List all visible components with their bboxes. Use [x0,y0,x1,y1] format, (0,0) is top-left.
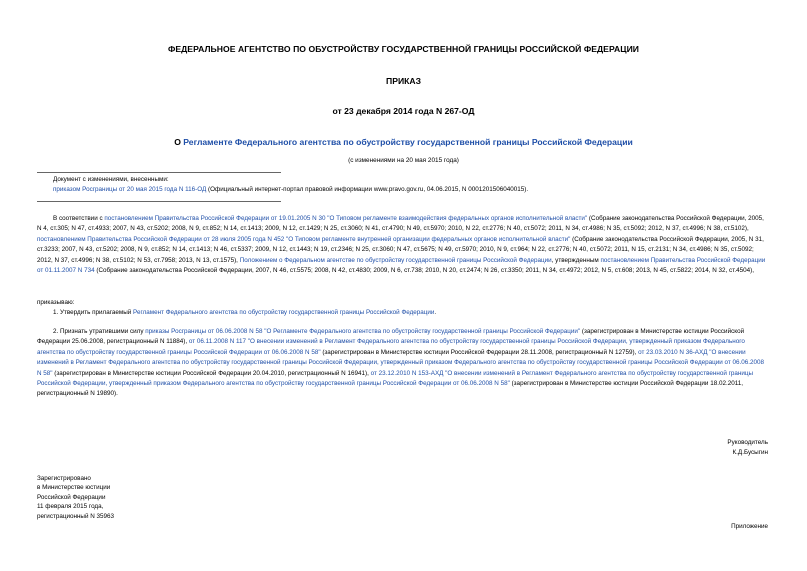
preamble-text-1: В соответствии с [53,215,105,222]
doc-type: ПРИКАЗ [386,76,421,86]
registration-block [37,474,237,521]
registration-line: регистрационный N 35963 [37,512,115,520]
divider-bottom [37,201,281,202]
item-1-end: . [434,309,437,316]
item-1-link[interactable]: Регламент Федерального агентства по обустройству государственной границы Российской Федерации [133,309,435,316]
preamble-text-4: , утвержденным [551,256,601,264]
item-1 [37,308,769,318]
item-1-text: 1. Утвердить прилагаемый [53,309,134,316]
doc-title [0,137,807,147]
item-2-link-2[interactable]: от 06.11.2008 N 117 "О внесении изменений в Регламент Федерального агентства по обустройству государственной границы Российской Федерации, утвержденный приказом Федерального агентства по обустройству государственной границы Российской Федерации от 06.06.2008 N 58" [37,338,745,356]
item-2-text-2: (зарегистрирован в Министерстве юстиции Российской Федерации 25.06.2008, регистрационный N 11884), [37,328,745,346]
preamble-text-5: (Собрание законодательства Российской Федерации, 2007, N 46, ст.5575; 2008, N 42, ст.4830; 2009, N 6, ст.738; 2010, N 20, ст.2474; N 26, ст.3350; 2011, N 34, ст.4972; 2012, N 5, ст.608; 2013, N 45, ст.5822; 2014, N 32, ст.4504), [94,267,754,275]
item-2-link-1[interactable]: приказы Росграницы от 06.06.2008 N 58 "О Регламенте Федерального агентства по обустройству государственной границы Российской Федерации" [145,328,581,335]
registration-line: Российской Федерации [37,493,106,501]
changes-heading: Документ с изменениями, внесенными: [53,176,169,183]
divider-top [37,172,281,173]
preamble-paragraph [37,214,769,276]
order-word: приказываю: [37,299,75,306]
item-2-link-3[interactable]: от 23.03.2010 N 36-АХД "О внесении изменений в Регламент Федерального агентства по обустройству государственной границы Российской Федерации, утвержденный приказом Федерального агентства по обустройству государственной границы Российской Федерации от 06.06.2008 N 58" [37,348,765,377]
changes-line [53,185,753,195]
registration-line: 11 февраля 2015 года, [37,503,104,511]
preamble-link-2[interactable]: постановлением Правительства Российской Федерации от 28 июля 2005 года N 452 "О Типовом регламенте внутренней организации федеральных органов исполнительной власти" [37,235,571,243]
registration-line: в Министерстве юстиции [37,484,111,492]
appendix-label: Приложение [731,523,768,530]
changes-rest: (Официальный интернет-портал правовой информации www.pravo.gov.ru, 04.06.2015, N 0001201506040015). [206,186,529,194]
changes-block [53,175,753,196]
doc-title-link[interactable]: Регламенте Федерального агентства по обустройству государственной границы Российской Федерации [183,137,633,147]
doc-date-number: от 23 декабря 2014 года N 267-ОД [332,106,475,116]
item-2-link-4[interactable]: от 23.12.2010 N 153-АХД "О внесении изменений в Регламент Федерального агентства по обустройству государственной границы Российской Федерации, утвержденный приказом Федерального агентства по обустройству государственной границы Российской Федерации от 06.06.2008 N 58" [37,369,754,388]
preamble-text-2: (Собрание законодательства Российской Федерации, 2005, N 4, ст.305; N 47, ст.4933; 2007, N 43, ст.5202; 2008, N 9, ст.852; N 14, ст.1413; 2009, N 12, ст.1429; N 25, ст.3060; N 41, ст.4790; N 49, ст.5970; 2010, N 22, ст.2776; N 40, ст.5072; 2011, N 34, ст.4986; N 35, ст.5092; 2012, N 37, ст.4996; N 38, ст.5102), [37,215,764,233]
preamble-link-3[interactable]: Положением о Федеральном агентстве по обустройству государственной границы Российской Федерации [239,256,552,264]
signature-name: К.Д.Бусыгин [732,449,768,457]
item-2-text-1: 2. Признать утратившими силу [53,328,146,335]
item-2-text-5: (зарегистрирован в Министерстве юстиции Российской Федерации 18.02.2011, регистрационный N 19890). [37,380,743,398]
changes-link[interactable]: приказом Росграницы от 20 мая 2015 года N 116-ОД [53,186,207,194]
signature-block [600,438,768,458]
item-2-text-4: (зарегистрирован в Министерстве юстиции Российской Федерации 20.04.2010, регистрационный N 16941), [52,369,371,377]
revision-note: (с изменениями на 20 мая 2015 года) [348,157,459,164]
doc-title-prefix: О [174,137,184,147]
agency-title: ФЕДЕРАЛЬНОЕ АГЕНТСТВО ПО ОБУСТРОЙСТВУ ГОСУДАРСТВЕННОЙ ГРАНИЦЫ РОССИЙСКОЙ ФЕДЕРАЦИИ [167,44,640,54]
preamble-text-3: (Собрание законодательства Российской Федерации, 2005, N 31, ст.3233; 2007, N 43, ст.5202; 2008, N 9, ст.852; N 14, ст.1413; N 46, ст.5337; 2009, N 12, ст.1443; N 19, ст.2346; N 25, ст.3060; N 47, ст.5675; N 49, ст.5970; 2010, N 9, ст.964; N 22, ст.2776; N 40, ст.5072; 2011, N 15, ст.2131; N 34, ст.4986; N 35, ст.5092; 2012, N 37, ст.4996; N 38, ст.5102; N 53, ст.7958; 2013, N 13, ст.1575), [37,235,764,264]
preamble-link-1[interactable]: постановлением Правительства Российской Федерации от 19.01.2005 N 30 "О Типовом регламенте взаимодействия федеральных органов исполнительной власти" [104,215,588,222]
signature-role: Руководитель [727,439,768,446]
item-2-text-3: (зарегистрирован в Министерстве юстиции Российской Федерации 28.11.2008, регистрационный N 12759), [320,348,639,356]
preamble-link-4[interactable]: постановлением Правительства Российской Федерации от 01.11.2007 N 734 [37,256,766,275]
registration-line: Зарегистрировано [37,475,91,482]
item-2 [37,327,769,400]
